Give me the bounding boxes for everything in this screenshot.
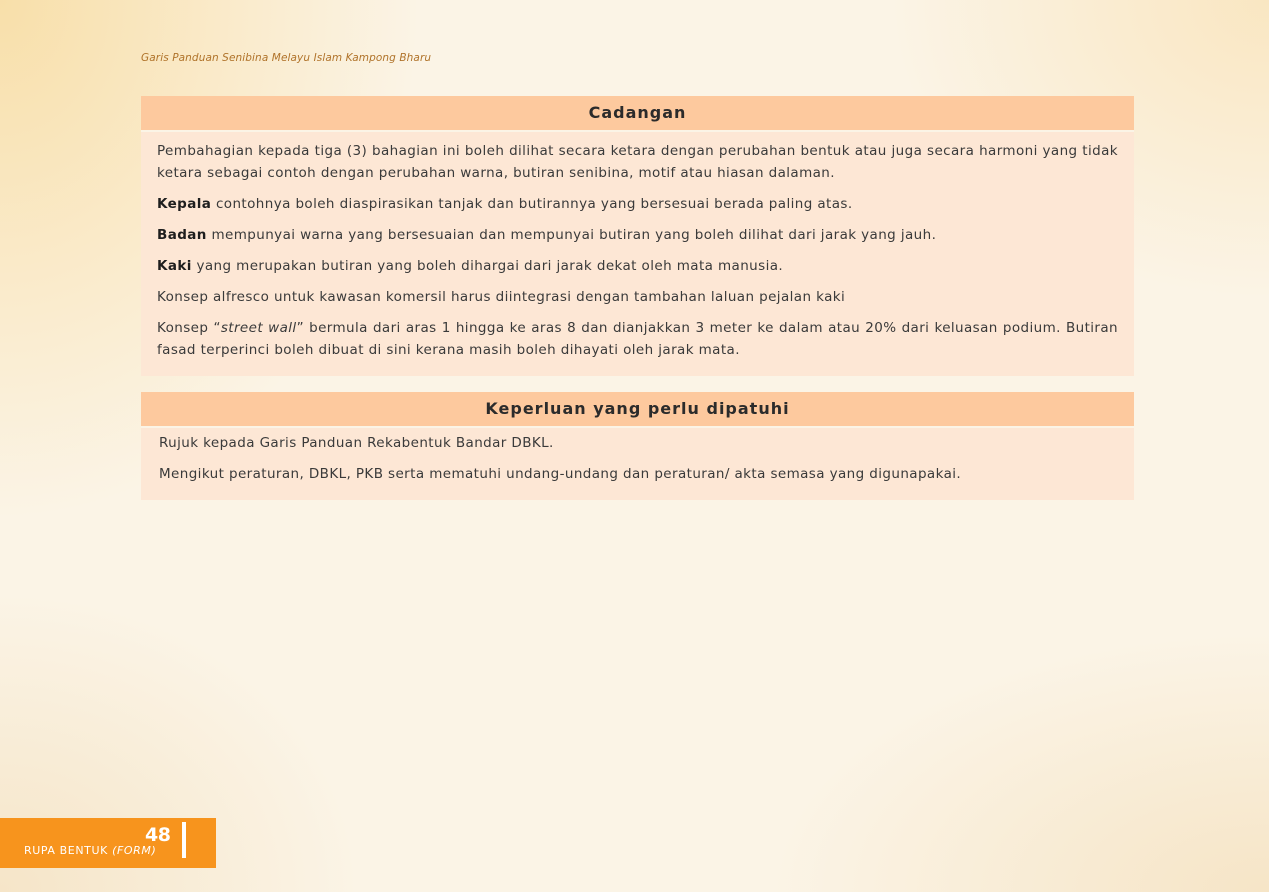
document-header-caption: Garis Panduan Senibina Melayu Islam Kampong Bharu — [141, 52, 432, 64]
kepala-term: Kepala — [157, 196, 212, 212]
cadangan-section — [141, 96, 1134, 376]
alfresco-paragraph: Konsep alfresco untuk kawasan komersil harus diintegrasi dengan tambahan laluan pejalan kaki — [157, 289, 846, 305]
keperluan-section — [141, 392, 1134, 500]
street-wall-prefix: Konsep “ — [157, 320, 221, 336]
badan-term: Badan — [157, 227, 207, 243]
footer-section-label — [24, 844, 156, 857]
keperluan-item: Mengikut peraturan, DBKL, PKB serta mematuhi undang-undang dan peraturan/ akta semasa yang digunapakai. — [159, 466, 962, 482]
kaki-paragraph — [157, 255, 1118, 277]
street-wall-term: street wall — [220, 320, 297, 336]
kaki-text: yang merupakan butiran yang boleh dihargai dari jarak dekat oleh mata manusia. — [191, 258, 784, 274]
cadangan-title: Cadangan — [141, 96, 1134, 132]
cadangan-intro-paragraph: Pembahagian kepada tiga (3) bahagian ini boleh dilihat secara ketara dengan perubahan bentuk atau juga secara harmoni yang tidak ketara sebagai contoh dengan perubahan warna, butiran senibina, motif atau hiasan dalaman. — [157, 143, 1118, 181]
cadangan-body — [141, 132, 1134, 376]
footer-label-italic: (FORM) — [112, 844, 157, 857]
badan-paragraph — [157, 224, 1118, 246]
kepala-text: contohnya boleh diaspirasikan tanjak dan butirannya yang bersesuai berada paling atas. — [211, 196, 853, 212]
street-wall-text: ” bermula dari aras 1 hingga ke aras 8 dan dianjakkan 3 meter ke dalam atau 20% dari keluasan podium. Butiran fasad terperinci boleh dibuat di sini kerana masih boleh dihayati oleh jarak mata. — [157, 320, 1118, 358]
street-wall-paragraph — [157, 317, 1118, 361]
keperluan-body — [141, 428, 1134, 500]
keperluan-item: Rujuk kepada Garis Panduan Rekabentuk Bandar DBKL. — [159, 435, 554, 451]
badan-text: mempunyai warna yang bersesuaian dan mempunyai butiran yang boleh dilihat dari jarak yang jauh. — [206, 227, 937, 243]
footer-divider — [182, 822, 186, 858]
keperluan-title: Keperluan yang perlu dipatuhi — [141, 392, 1134, 428]
page-number: 48 — [145, 824, 171, 846]
footer-label-text: RUPA BENTUK — [24, 844, 113, 857]
kepala-paragraph — [157, 193, 1118, 215]
kaki-term: Kaki — [157, 258, 192, 274]
